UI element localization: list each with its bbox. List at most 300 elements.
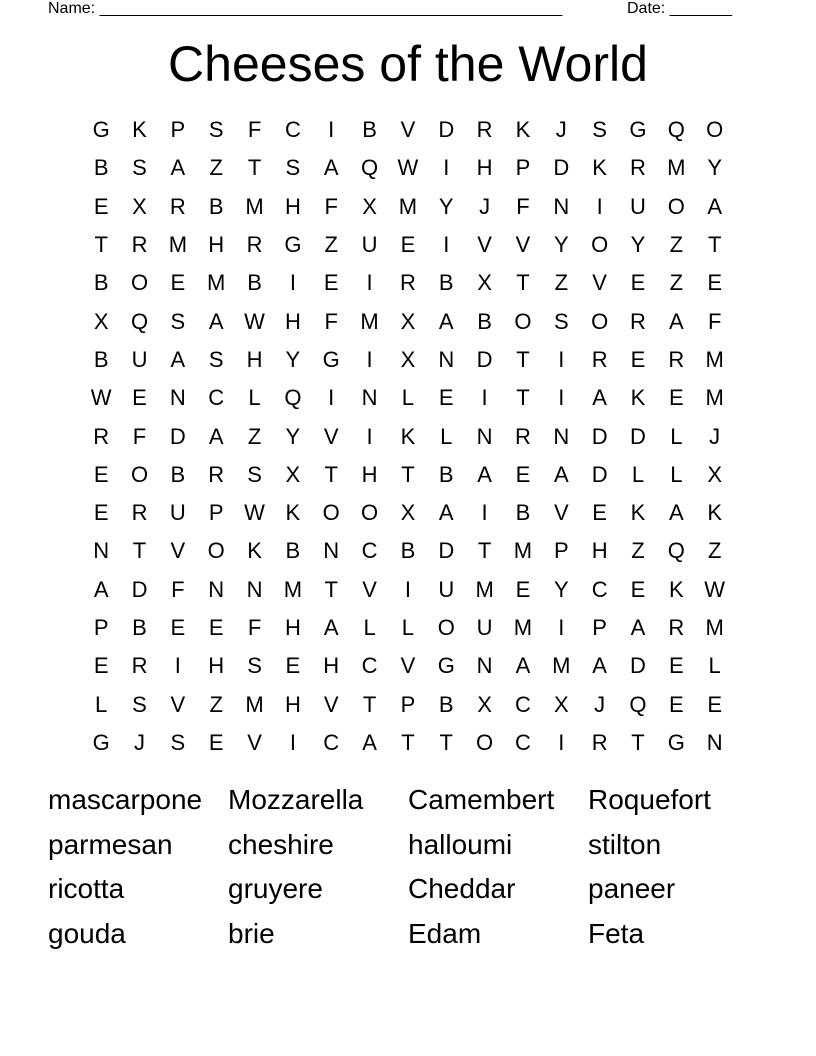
grid-letter: L [670, 461, 683, 487]
grid-letter: X [553, 691, 569, 717]
grid-letter: Q [284, 385, 302, 411]
grid-letter: B [362, 117, 377, 143]
grid-letter: G [92, 729, 110, 755]
grid-letter: J [709, 423, 721, 449]
grid-letter: F [247, 117, 262, 143]
grid-letter: A [668, 500, 684, 526]
word-list-item: cheshire [228, 828, 334, 860]
grid-letter: D [630, 653, 646, 679]
grid-letter: I [481, 500, 488, 526]
word-list [48, 778, 768, 956]
grid-letter: M [207, 270, 226, 296]
grid-letter: B [208, 193, 224, 219]
word-list-item: Edam [408, 917, 482, 949]
grid-letter: C [591, 576, 608, 602]
grid-letter: T [401, 461, 415, 487]
grid-letter: B [400, 538, 416, 564]
grid-letter: O [207, 538, 225, 564]
grid-letter: I [481, 385, 488, 411]
grid-letter: A [515, 653, 531, 679]
grid-letter: Y [707, 155, 723, 181]
grid-letter: R [131, 653, 148, 679]
grid-letter: M [552, 653, 571, 679]
grid-letter: B [438, 461, 454, 487]
grid-letter: E [515, 461, 531, 487]
grid-letter: Z [631, 538, 645, 564]
grid-letter: P [93, 615, 109, 640]
grid-letter: A [438, 308, 454, 334]
grid-letter: T [362, 691, 377, 717]
letter-grid [82, 111, 734, 762]
grid-letter: Z [669, 232, 684, 258]
grid-row [82, 532, 734, 570]
grid-letter: O [591, 308, 609, 334]
grid-letter: E [323, 270, 339, 296]
grid-letter: K [630, 385, 646, 411]
grid-letter: N [169, 385, 186, 411]
grid-letter: R [668, 615, 685, 640]
grid-letter: L [440, 423, 453, 449]
grid-letter: A [592, 385, 607, 411]
grid-letter: I [328, 385, 335, 411]
grid-letter: B [477, 308, 492, 334]
grid-letter: Q [667, 538, 685, 564]
grid-letter: Y [285, 423, 301, 449]
grid-letter: M [245, 691, 264, 717]
grid-letter: H [208, 653, 225, 679]
grid-letter: E [208, 729, 224, 755]
grid-letter: C [361, 538, 378, 564]
grid-letter: R [591, 729, 608, 755]
grid-letter: A [93, 576, 109, 602]
word-list-item: stilton [588, 828, 662, 860]
grid-row [82, 417, 734, 455]
grid-letter: T [324, 461, 338, 487]
grid-letter: P [553, 538, 569, 564]
word-list-item: paneer [588, 873, 676, 904]
grid-letter: R [515, 423, 531, 449]
grid-letter: O [130, 270, 149, 296]
grid-letter: E [93, 653, 109, 679]
grid-letter: C [515, 691, 531, 717]
grid-row [82, 647, 734, 685]
grid-letter: L [708, 653, 721, 679]
grid-row [82, 379, 734, 417]
grid-letter: K [247, 538, 262, 564]
grid-letter: N [361, 385, 378, 411]
grid-letter: F [247, 615, 262, 640]
grid-letter: E [93, 461, 109, 487]
grid-letter: Z [707, 538, 722, 564]
grid-letter: K [668, 576, 684, 602]
grid-letter: R [131, 232, 148, 258]
grid-row [82, 609, 734, 647]
grid-letter: I [328, 117, 335, 143]
grid-row [82, 456, 734, 494]
grid-letter: D [553, 155, 570, 181]
grid-letter: P [515, 155, 531, 181]
grid-letter: N [93, 538, 110, 564]
grid-letter: D [476, 346, 493, 372]
word-list-item: gruyere [228, 873, 323, 904]
grid-letter: B [93, 270, 109, 296]
grid-letter: V [477, 232, 492, 258]
grid-letter: W [244, 308, 265, 334]
grid-row [82, 571, 734, 609]
grid-letter: O [437, 615, 455, 640]
grid-letter: G [92, 117, 110, 143]
grid-letter: R [246, 232, 263, 258]
grid-letter: I [596, 193, 603, 219]
grid-letter: C [208, 385, 225, 411]
grid-letter: E [630, 346, 646, 372]
grid-letter: T [132, 538, 147, 564]
grid-letter: W [397, 155, 419, 181]
grid-letter: A [323, 615, 339, 640]
grid-letter: U [438, 576, 455, 602]
grid-letter: S [247, 653, 262, 679]
grid-letter: H [208, 232, 225, 258]
grid-letter: O [591, 232, 609, 258]
grid-letter: T [707, 232, 722, 258]
grid-row [82, 111, 734, 149]
grid-letter: G [437, 653, 455, 679]
grid-letter: O [667, 193, 685, 219]
grid-letter: T [439, 729, 453, 755]
grid-letter: I [366, 270, 373, 296]
grid-letter: V [323, 691, 339, 717]
grid-letter: E [438, 385, 454, 411]
grid-letter: I [174, 653, 181, 679]
grid-letter: N [476, 423, 493, 449]
grid-letter: I [558, 346, 565, 372]
grid-letter: H [323, 653, 340, 679]
grid-letter: F [132, 423, 147, 449]
grid-letter: R [668, 346, 685, 372]
grid-letter: X [477, 270, 492, 296]
grid-letter: V [553, 500, 569, 526]
grid-letter: H [284, 691, 301, 717]
grid-letter: X [400, 308, 416, 334]
grid-letter: V [170, 691, 186, 717]
grid-letter: R [476, 117, 493, 143]
grid-letter: N [476, 653, 493, 679]
grid-letter: R [169, 193, 186, 219]
grid-letter: A [477, 461, 492, 487]
grid-letter: Z [324, 232, 338, 258]
grid-letter: X [362, 193, 377, 219]
grid-row [82, 724, 734, 762]
grid-letter: S [592, 117, 607, 143]
grid-letter: D [169, 423, 186, 449]
grid-letter: M [513, 615, 533, 640]
word-list-item: Camembert [408, 784, 555, 815]
grid-letter: V [592, 270, 607, 296]
word-list-item: mascarpone [48, 784, 203, 815]
grid-letter: T [247, 155, 262, 181]
grid-letter: X [477, 691, 492, 717]
grid-letter: S [247, 461, 262, 487]
grid-row [82, 226, 734, 264]
grid-letter: J [134, 729, 146, 755]
grid-letter: A [553, 461, 569, 487]
grid-letter: F [324, 193, 338, 219]
grid-row [82, 264, 734, 302]
grid-letter: C [323, 729, 340, 755]
grid-letter: W [704, 576, 726, 602]
grid-row [82, 685, 734, 723]
grid-letter: U [630, 193, 646, 219]
word-list-item: ricotta [48, 873, 125, 904]
name-field: Name: ____________________________________________________ [48, 0, 563, 17]
grid-letter: R [208, 461, 225, 487]
grid-letter: J [594, 691, 606, 717]
grid-letter: I [366, 346, 373, 372]
grid-letter: Z [209, 691, 223, 717]
grid-letter: T [94, 232, 108, 258]
grid-letter: R [131, 500, 148, 526]
grid-letter: I [404, 576, 411, 602]
grid-letter: H [284, 193, 301, 219]
grid-letter: A [668, 308, 684, 334]
grid-letter: E [668, 385, 684, 411]
grid-letter: N [323, 538, 340, 564]
grid-letter: E [170, 615, 186, 640]
grid-letter: E [208, 615, 224, 640]
grid-letter: M [168, 232, 188, 258]
grid-letter: N [553, 193, 570, 219]
grid-letter: E [285, 653, 301, 679]
grid-letter: B [93, 155, 109, 181]
date-field: Date: _______ [627, 0, 732, 17]
grid-letter: D [131, 576, 148, 602]
word-list-item: Roquefort [588, 784, 711, 815]
grid-letter: A [707, 193, 723, 219]
grid-letter: O [706, 117, 724, 143]
grid-letter: O [361, 500, 379, 526]
grid-letter: P [592, 615, 607, 640]
grid-letter: H [361, 461, 378, 487]
grid-letter: W [90, 385, 112, 411]
grid-letter: A [630, 615, 646, 640]
grid-letter: E [170, 270, 186, 296]
grid-letter: A [362, 729, 377, 755]
grid-letter: N [208, 576, 225, 602]
grid-letter: E [93, 500, 109, 526]
grid-letter: B [247, 270, 262, 296]
grid-letter: Q [130, 308, 149, 334]
grid-letter: Z [247, 423, 262, 449]
grid-letter: V [400, 117, 416, 143]
grid-letter: O [130, 461, 149, 487]
grid-letter: S [208, 117, 224, 143]
grid-letter: Y [285, 346, 301, 372]
grid-letter: C [361, 653, 378, 679]
grid-row [82, 341, 734, 379]
grid-letter: E [93, 193, 109, 219]
grid-letter: L [631, 461, 645, 487]
grid-letter: M [667, 155, 686, 181]
grid-letter: V [515, 232, 531, 258]
grid-letter: T [324, 576, 338, 602]
grid-letter: F [171, 576, 185, 602]
grid-letter: I [558, 615, 565, 640]
grid-letter: K [400, 423, 416, 449]
grid-letter: V [323, 423, 339, 449]
grid-letter: O [514, 308, 532, 334]
page-title: Cheeses of the World [168, 36, 648, 92]
grid-letter: S [132, 155, 147, 181]
grid-letter: S [132, 691, 147, 717]
grid-letter: Y [553, 232, 569, 258]
grid-letter: I [443, 155, 450, 181]
grid-letter: U [361, 232, 378, 258]
grid-letter: X [707, 461, 723, 487]
grid-letter: R [399, 270, 416, 296]
grid-letter: L [401, 385, 415, 411]
grid-letter: M [705, 615, 724, 640]
grid-letter: M [513, 538, 533, 564]
grid-letter: H [284, 308, 301, 334]
grid-letter: G [667, 729, 685, 755]
header [0, 0, 816, 20]
grid-letter: H [476, 155, 493, 181]
grid-letter: S [170, 308, 186, 334]
grid-letter: L [95, 691, 108, 717]
grid-letter: S [170, 729, 186, 755]
grid-letter: V [170, 538, 186, 564]
grid-letter: C [515, 729, 531, 755]
grid-letter: H [246, 346, 263, 372]
grid-letter: K [285, 500, 301, 526]
grid-letter: U [131, 346, 148, 372]
grid-letter: Z [554, 270, 569, 296]
grid-letter: E [668, 691, 684, 717]
grid-letter: P [400, 691, 416, 717]
grid-letter: R [630, 155, 646, 181]
word-list-item: brie [228, 917, 275, 949]
grid-letter: S [208, 346, 224, 372]
grid-letter: T [477, 538, 492, 564]
grid-letter: Y [438, 193, 454, 219]
grid-row [82, 149, 734, 187]
grid-letter: E [515, 576, 531, 602]
grid-letter: Z [209, 155, 223, 181]
grid-letter: E [630, 270, 646, 296]
grid-letter: M [283, 576, 303, 602]
grid-letter: R [93, 423, 110, 449]
grid-letter: X [400, 500, 416, 526]
grid-letter: B [515, 500, 531, 526]
grid-letter: P [170, 117, 186, 143]
grid-letter: N [246, 576, 263, 602]
grid-letter: I [366, 423, 373, 449]
word-list-item: Feta [588, 917, 645, 949]
grid-letter: Q [629, 691, 647, 717]
grid-letter: U [476, 615, 493, 640]
grid-letter: B [438, 691, 454, 717]
grid-letter: L [670, 423, 683, 449]
grid-letter: D [591, 423, 608, 449]
grid-letter: T [516, 270, 530, 296]
grid-letter: E [668, 653, 684, 679]
grid-letter: J [555, 117, 567, 143]
grid-letter: X [400, 346, 416, 372]
grid-letter: I [558, 385, 565, 411]
grid-letter: X [132, 193, 147, 219]
grid-letter: Y [630, 232, 646, 258]
grid-letter: X [93, 308, 109, 334]
grid-letter: F [324, 308, 338, 334]
grid-letter: O [476, 729, 494, 755]
grid-letter: L [401, 615, 415, 640]
grid-letter: K [592, 155, 607, 181]
grid-letter: O [322, 500, 340, 526]
grid-letter: D [438, 117, 455, 143]
grid-row [82, 494, 734, 532]
grid-letter: I [289, 270, 296, 296]
grid-letter: A [323, 155, 339, 181]
grid-letter: W [244, 500, 265, 526]
word-list-item: parmesan [48, 828, 173, 860]
grid-letter: C [284, 117, 301, 143]
grid-letter: H [591, 538, 608, 564]
grid-letter: A [208, 423, 224, 449]
grid-letter: E [707, 691, 723, 717]
grid-letter: P [208, 500, 224, 526]
grid-letter: V [362, 576, 377, 602]
grid-letter: B [285, 538, 301, 564]
grid-letter: Z [669, 270, 684, 296]
word-list-item: halloumi [408, 828, 513, 860]
grid-letter: T [401, 729, 415, 755]
grid-letter: F [516, 193, 530, 219]
grid-letter: M [705, 346, 724, 372]
grid-letter: T [631, 729, 645, 755]
word-list-item: gouda [48, 917, 126, 949]
grid-letter: Q [361, 155, 379, 181]
grid-letter: I [289, 729, 296, 755]
grid-letter: K [630, 500, 646, 526]
word-list-item: Mozzarella [228, 784, 364, 815]
grid-letter: R [630, 308, 646, 334]
grid-letter: G [322, 346, 340, 372]
grid-letter: N [438, 346, 455, 372]
grid-letter: R [591, 346, 608, 372]
grid-letter: D [438, 538, 455, 564]
grid-letter: A [438, 500, 454, 526]
grid-letter: J [479, 193, 491, 219]
grid-letter: D [591, 461, 608, 487]
grid-letter: G [629, 117, 647, 143]
grid-letter: L [363, 615, 376, 640]
grid-letter: L [248, 385, 261, 411]
grid-letter: Q [667, 117, 685, 143]
grid-letter: K [132, 117, 147, 143]
grid-letter: I [558, 729, 565, 755]
grid-letter: X [285, 461, 301, 487]
grid-letter: A [208, 308, 224, 334]
grid-letter: A [592, 653, 607, 679]
grid-letter: E [132, 385, 147, 411]
grid-row [82, 302, 734, 340]
grid-letter: K [515, 117, 531, 143]
word-list-item: Cheddar [408, 873, 516, 904]
grid-letter: A [170, 346, 186, 372]
grid-letter: E [707, 270, 723, 296]
grid-letter: V [247, 729, 262, 755]
grid-letter: F [707, 308, 722, 334]
